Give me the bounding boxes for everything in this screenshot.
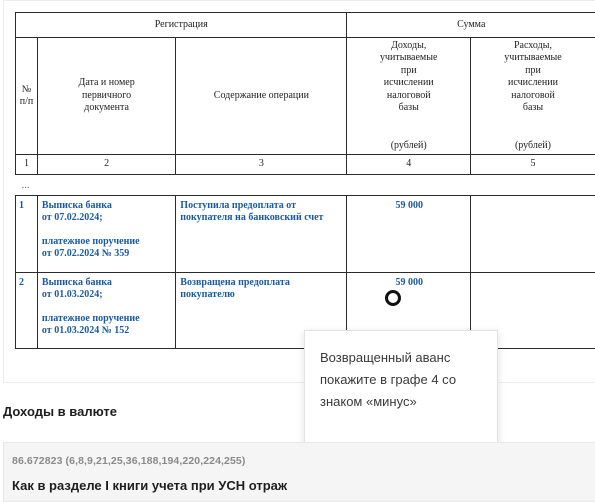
card-question-title[interactable]: Как в разделе I книги учета при УСН отраж: [12, 478, 287, 493]
col-index: 4: [347, 155, 471, 175]
row-income: 59 000: [347, 273, 471, 349]
col-index: 5: [470, 155, 595, 175]
document-code: 86.672823 (6,8,9,21,25,36,188,194,220,224,255): [12, 455, 245, 467]
col-index: 2: [37, 155, 175, 175]
row-number: 2: [16, 273, 38, 349]
col-income-header: Доходы, учитываемые при исчислении налоговой базы (рублей): [347, 38, 471, 155]
tooltip-marker-icon[interactable]: [385, 290, 401, 306]
table-row: [16, 196, 595, 273]
income-expense-book-table: [15, 12, 595, 349]
annotation-tooltip: Возвращенный аванс покажите в графе 4 со знаком «минус»: [304, 330, 498, 498]
group-registration-header: Регистрация: [16, 13, 347, 38]
col-expense-header: Расходы, учитываемые при исчислении налоговой базы (рублей): [470, 38, 595, 155]
row-income: 59 000: [347, 196, 471, 273]
col-content-header: Содержание операции: [176, 38, 347, 155]
row-content: Возвращена предоплата покупателю: [176, 273, 347, 349]
row-content: Поступила предоплата от покупателя на банковский счет: [176, 196, 347, 273]
row-document: Выписка банка от 07.02.2024; платежное поручение от 07.02.2024 № 359: [37, 196, 175, 273]
ellipsis-row: ...: [16, 175, 595, 196]
row-document: Выписка банка от 01.03.2024; платежное поручение от 01.03.2024 № 152: [37, 273, 175, 349]
col-num-header: № п/п: [16, 38, 38, 155]
section-title: Доходы в валюте: [3, 404, 117, 419]
row-number: 1: [16, 196, 38, 273]
col-index: 1: [16, 155, 38, 175]
col-date-header: Дата и номер первичного документа: [37, 38, 175, 155]
row-expense: [470, 196, 595, 273]
group-sum-header: Сумма: [347, 13, 595, 38]
next-card[interactable]: [3, 442, 595, 502]
col-index: 3: [176, 155, 347, 175]
